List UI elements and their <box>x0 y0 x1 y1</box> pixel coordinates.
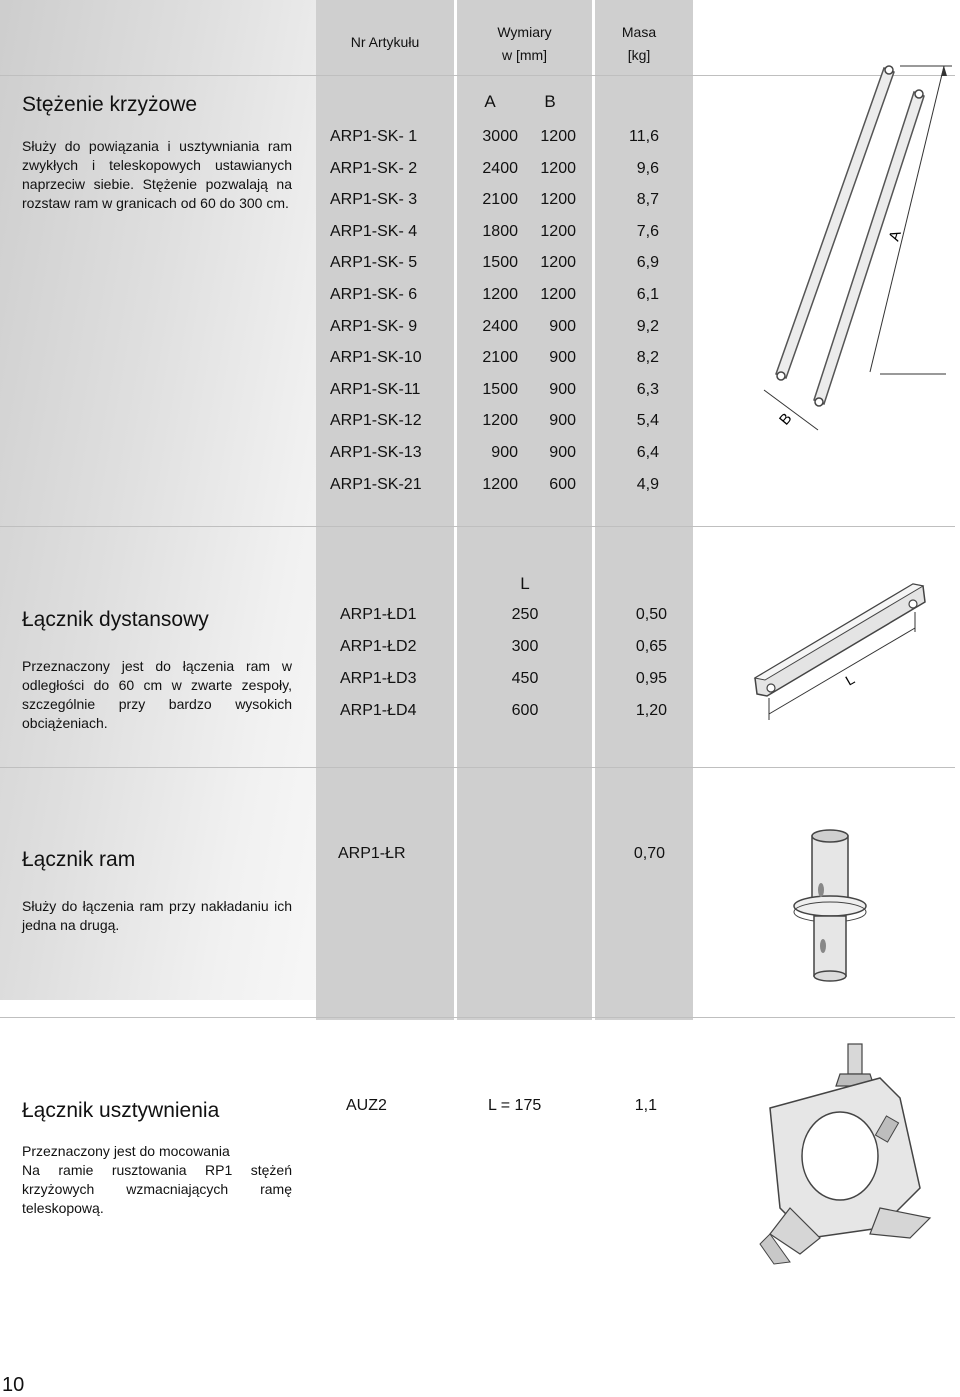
stiffening-connector-description-line1: Przeznaczony jest do mocowania <box>22 1143 230 1159</box>
article-number: ARP1-SK- 4 <box>330 223 418 240</box>
article-number: ARP1-SK-13 <box>330 444 422 461</box>
stiffening-connector-title: Łącznik usztywnienia <box>22 1099 220 1122</box>
cross-brace-drawing <box>760 60 960 460</box>
mass-value: 8,2 <box>636 349 659 366</box>
dimension-b: 900 <box>549 444 576 461</box>
mass-value: 8,7 <box>636 191 659 208</box>
article-column-shade <box>316 0 454 1020</box>
dimension-b: 900 <box>549 381 576 398</box>
frame-connector-title: Łącznik ram <box>22 848 136 871</box>
dimension-a: 900 <box>491 444 518 461</box>
header-mass-line2: [kg] <box>627 47 651 63</box>
mass-value: 4,9 <box>636 476 659 493</box>
mass-value: 6,3 <box>636 381 659 398</box>
article-number: ARP1-ŁD1 <box>340 606 417 623</box>
length-l: 250 <box>511 606 539 623</box>
column-b-label: B <box>544 92 556 111</box>
drawing-label-b: B <box>776 409 796 429</box>
mass-value: 6,9 <box>636 254 659 271</box>
stiffening-connector-drawing <box>730 1038 950 1268</box>
mass-value: 9,6 <box>636 160 659 177</box>
spacer-description: Przeznaczony jest do łączenia ram w odległości do 60 cm w zwarte zespoły, szczególnie przy bardzo wysokich obciążeniach. <box>22 658 292 731</box>
dimension-a: 3000 <box>482 128 518 145</box>
length-l: 300 <box>511 638 539 655</box>
dimension-a: 1500 <box>482 381 518 398</box>
dimension-a: 1200 <box>482 476 518 493</box>
spacer-drawing <box>745 572 945 742</box>
dimension-a: 2400 <box>482 318 518 335</box>
article-number: ARP1-SK-11 <box>330 381 421 398</box>
header-dimensions-line2: w [mm] <box>501 47 548 63</box>
dimension-a: 1200 <box>482 412 518 429</box>
section-divider <box>0 1017 955 1018</box>
frame-connector-description: Służy do łączenia ram przy nakładaniu ich jedna na drugą. <box>22 898 292 933</box>
page-number: 10 <box>2 1374 25 1396</box>
dimension-a: 1500 <box>482 254 518 271</box>
header-dimensions-line1: Wymiary <box>497 24 552 40</box>
mass-column-shade <box>595 0 693 1020</box>
mass-value: 1,20 <box>635 702 667 719</box>
article-number: ARP1-SK- 2 <box>330 160 418 177</box>
article-number: ARP1-SK- 1 <box>330 128 418 145</box>
dimension-a: 1800 <box>482 223 518 240</box>
mass-value: 11,6 <box>629 128 659 145</box>
drawing-label-l: L <box>842 670 858 689</box>
stiffening-connector-dimension: L = 175 <box>488 1097 542 1114</box>
length-l: 450 <box>511 670 539 687</box>
dimension-b: 1200 <box>540 160 576 177</box>
cross-brace-title: Stężenie krzyżowe <box>22 93 198 116</box>
dimension-b: 1200 <box>540 223 576 240</box>
mass-value: 6,1 <box>636 286 659 303</box>
length-l: 600 <box>511 702 539 719</box>
dimension-b: 1200 <box>540 128 576 145</box>
article-number: ARP1-ŁD3 <box>340 670 417 687</box>
article-number: ARP1-SK-12 <box>330 412 422 429</box>
frame-connector-article: ARP1-ŁR <box>338 845 406 862</box>
dimension-b: 1200 <box>540 286 576 303</box>
article-number: ARP1-SK-21 <box>330 476 422 493</box>
cross-brace-description: Służy do powiązania i usztywniania ram zwykłych i teleskopowych ustawianych naprzeciw siebie. Stężenie pozwalają na rozstaw ram w granicach od 60 do 300 cm. <box>22 138 292 211</box>
stiffening-connector-mass: 1,1 <box>634 1097 657 1114</box>
dimension-a: 1200 <box>482 286 518 303</box>
stiffening-connector-description: Na ramie rusztowania RP1 stężeń krzyżowych wzmacniających ramę teleskopową. <box>22 1162 292 1216</box>
article-number: ARP1-SK- 9 <box>330 318 418 335</box>
dimension-a: 2100 <box>482 191 518 208</box>
dimension-b: 1200 <box>540 191 576 208</box>
stiffening-connector-article: AUZ2 <box>346 1097 387 1114</box>
mass-value: 6,4 <box>636 444 659 461</box>
dimension-b: 900 <box>549 412 576 429</box>
section-divider <box>0 526 955 527</box>
mass-value: 0,95 <box>635 670 667 687</box>
frame-connector-mass: 0,70 <box>633 845 665 862</box>
article-number: ARP1-SK- 6 <box>330 286 418 303</box>
mass-value: 0,65 <box>635 638 667 655</box>
header-article-no: Nr Artykułu <box>350 34 420 50</box>
article-number: ARP1-ŁD2 <box>340 638 417 655</box>
column-l-label: L <box>520 574 530 593</box>
article-number: ARP1-SK- 3 <box>330 191 418 208</box>
dimensions-column-shade <box>457 0 592 1020</box>
dimension-a: 2100 <box>482 349 518 366</box>
dimension-a: 2400 <box>482 160 518 177</box>
article-number: ARP1-ŁD4 <box>340 702 417 719</box>
header-mass-line1: Masa <box>621 24 657 40</box>
mass-value: 0,50 <box>635 606 667 623</box>
mass-value: 7,6 <box>636 223 659 240</box>
article-number: ARP1-SK- 5 <box>330 254 418 271</box>
section-divider <box>0 767 955 768</box>
dimension-b: 900 <box>549 318 576 335</box>
column-a-label: A <box>484 92 496 111</box>
mass-value: 9,2 <box>636 318 659 335</box>
article-number: ARP1-SK-10 <box>330 349 422 366</box>
dimension-b: 600 <box>549 476 576 493</box>
mass-value: 5,4 <box>636 412 659 429</box>
dimension-b: 900 <box>549 349 576 366</box>
drawing-label-a: A <box>885 228 905 244</box>
spacer-title: Łącznik dystansowy <box>22 608 209 631</box>
frame-connector-drawing <box>790 826 870 1006</box>
dimension-b: 1200 <box>540 254 576 271</box>
